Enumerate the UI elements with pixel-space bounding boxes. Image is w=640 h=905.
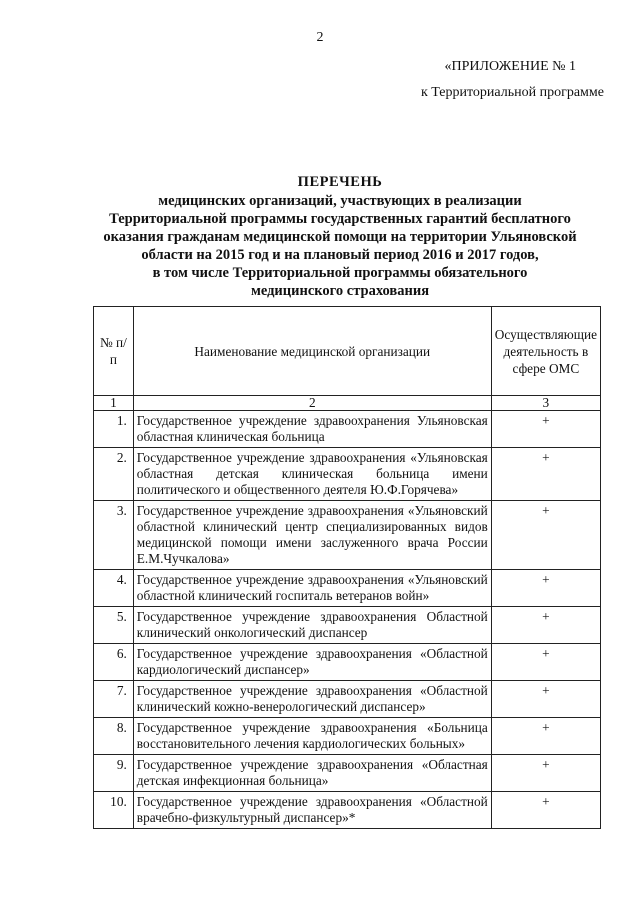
table-row — [94, 681, 601, 718]
table-row — [94, 448, 601, 501]
column-index-row — [94, 396, 601, 411]
row-num: 6. — [94, 644, 134, 681]
row-num: 5. — [94, 607, 134, 644]
row-name: Государственное учреждение здравоохранения «Областной клинический кожно-венерологический диспансер» — [133, 681, 491, 718]
row-oms: + — [491, 607, 600, 644]
table-row — [94, 501, 601, 570]
column-index: 2 — [133, 396, 491, 411]
table-row — [94, 570, 601, 607]
table-row — [94, 718, 601, 755]
row-num: 4. — [94, 570, 134, 607]
row-oms: + — [491, 644, 600, 681]
page-number: 2 — [316, 30, 324, 45]
row-num: 9. — [94, 755, 134, 792]
title-line: области на 2015 год и на плановый период 2016 и 2017 годов, — [141, 247, 539, 263]
row-num: 10. — [94, 792, 134, 829]
title-line: медицинских организаций, участвующих в реализации — [158, 193, 522, 209]
row-oms: + — [491, 792, 600, 829]
row-oms: + — [491, 411, 600, 448]
title-line: Территориальной программы государственных гарантий бесплатного — [109, 211, 571, 227]
title-line: оказания гражданам медицинской помощи на территории Ульяновской — [103, 229, 577, 245]
table-row — [94, 644, 601, 681]
title-line: в том числе Территориальной программы обязательного — [152, 265, 528, 281]
title-line: медицинского страхования — [250, 283, 430, 299]
row-oms: + — [491, 501, 600, 570]
row-num: 1. — [94, 411, 134, 448]
row-name: Государственное учреждение здравоохранения Ульяновская областная клиническая больница — [133, 411, 491, 448]
row-name: Государственное учреждение здравоохранения «Областной кардиологический диспансер» — [133, 644, 491, 681]
column-index: 1 — [94, 396, 134, 411]
table-row — [94, 607, 601, 644]
table-row — [94, 755, 601, 792]
row-oms: + — [491, 718, 600, 755]
row-num: 3. — [94, 501, 134, 570]
column-index: 3 — [491, 396, 600, 411]
table-row — [94, 792, 601, 829]
row-name: Государственное учреждение здравоохранения «Ульяновский областной клинический госпиталь ветеранов войн» — [133, 570, 491, 607]
row-name: Государственное учреждение здравоохранения Областной клинический онкологический диспансер — [133, 607, 491, 644]
header-name: Наименование медицинской организации — [133, 307, 491, 396]
table-row — [94, 411, 601, 448]
row-name: Государственное учреждение здравоохранения «Областная детская инфекционная больница» — [133, 755, 491, 792]
title-heading: ПЕРЕЧЕНЬ — [297, 174, 383, 190]
row-name: Государственное учреждение здравоохранения «Ульяновская областная детская клиническая больница имени политического и общественного деятеля Ю.Ф.Горячева» — [133, 448, 491, 501]
row-name: Государственное учреждение здравоохранения «Больница восстановительного лечения кардиологических больных» — [133, 718, 491, 755]
row-oms: + — [491, 755, 600, 792]
row-name: Государственное учреждение здравоохранения «Областной врачебно-физкультурный диспансер»* — [133, 792, 491, 829]
document-title — [80, 173, 600, 300]
appendix-title: «ПРИЛОЖЕНИЕ № 1 — [444, 59, 576, 74]
row-oms: + — [491, 448, 600, 501]
row-num: 8. — [94, 718, 134, 755]
table-header-row — [94, 307, 601, 396]
appendix-subtitle: к Территориальной программе — [420, 85, 604, 100]
row-oms: + — [491, 681, 600, 718]
organizations-table — [93, 306, 601, 829]
row-num: 2. — [94, 448, 134, 501]
row-oms: + — [491, 570, 600, 607]
row-num: 7. — [94, 681, 134, 718]
header-num: № п/п — [94, 307, 134, 396]
row-name: Государственное учреждение здравоохранения «Ульяновский областной клинический центр специализированных видов медицинской помощи имени заслуженного врача России Е.М.Чучкалова» — [133, 501, 491, 570]
header-oms: Осуществляющие деятельность в сфере ОМС — [491, 307, 600, 396]
appendix-note — [344, 54, 604, 106]
